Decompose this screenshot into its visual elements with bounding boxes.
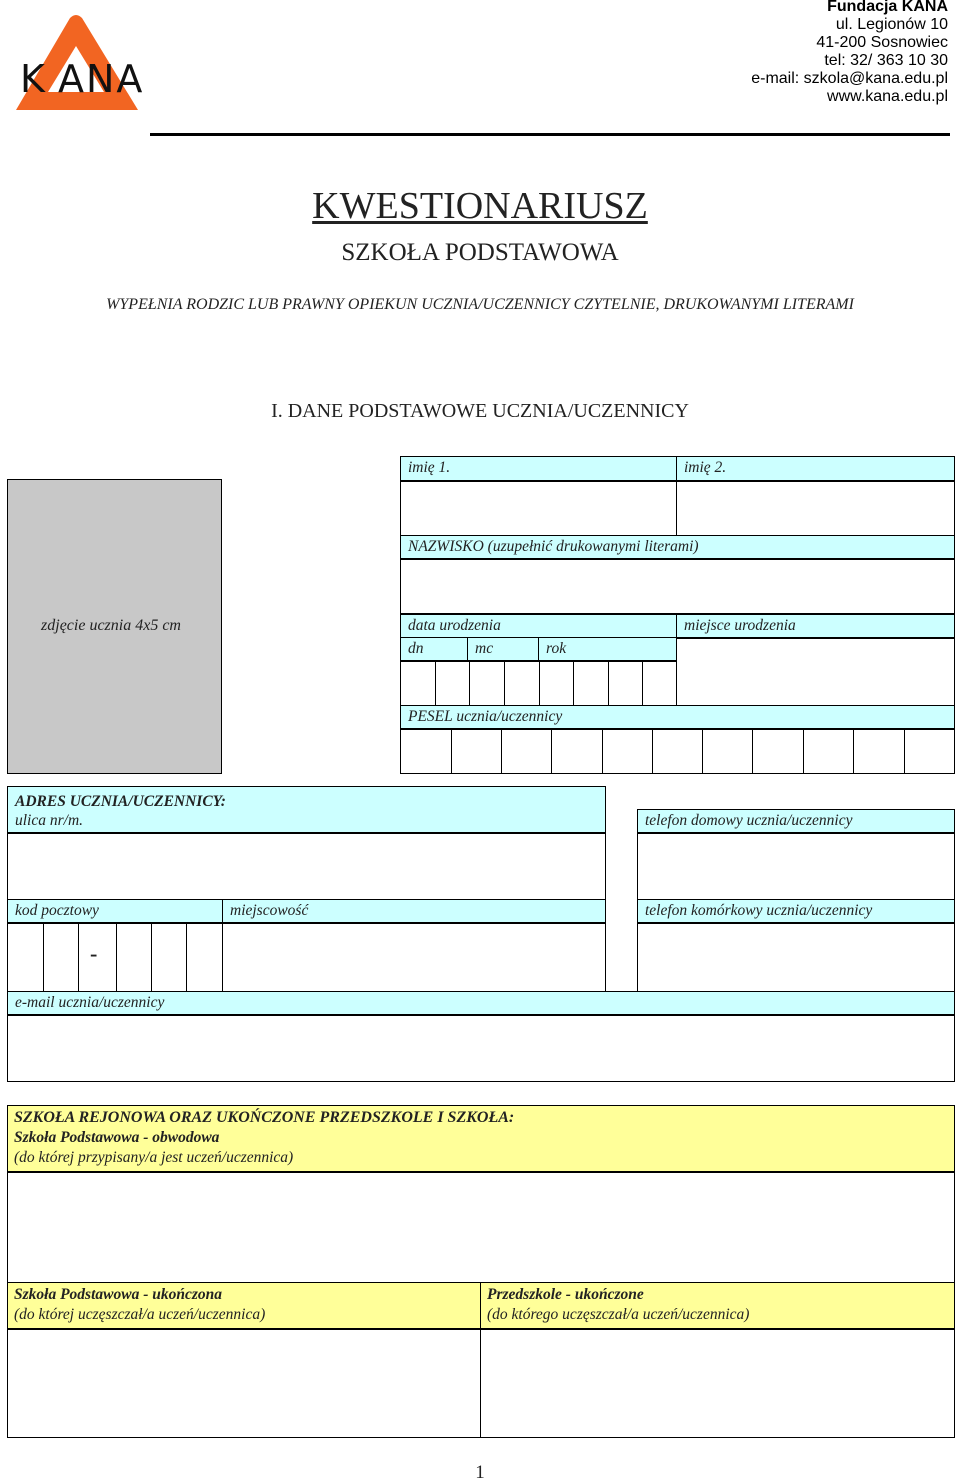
first-name-field[interactable] [400, 480, 677, 536]
email-field[interactable] [7, 1014, 955, 1082]
street-label: ulica nr/m. [15, 812, 84, 829]
digit-divider [608, 661, 609, 705]
svg-text:K: K [20, 57, 46, 101]
section-heading: I. DANE PODSTAWOWE UCZNIA/UCZENNICY [271, 400, 689, 422]
digit-divider [551, 729, 552, 773]
org-street: ul. Legionów 10 [835, 16, 948, 33]
org-www: www.kana.edu.pl [827, 88, 948, 105]
digit-divider [504, 661, 505, 705]
instruction-text: WYPEŁNIA RODZIC LUB PRAWNY OPIEKUN UCZNIA/UCZENNICY CZYTELNIE, DRUKOWANYMI LITERAMI [106, 296, 854, 313]
second-name-label: imię 2. [676, 456, 955, 482]
surname-field[interactable] [400, 558, 955, 614]
digit-divider [116, 923, 117, 991]
preschool-label [480, 1282, 955, 1330]
page-number: 1 [475, 1462, 485, 1483]
postal-code-field[interactable] [7, 922, 223, 992]
surname-label: NAZWISKO (uzupełnić drukowanymi literami) [400, 535, 955, 560]
digit-divider [469, 661, 470, 705]
org-phone: tel: 32/ 363 10 30 [824, 52, 948, 69]
digit-divider [78, 923, 79, 991]
digit-divider [539, 661, 540, 705]
first-name-label: imię 1. [400, 456, 677, 482]
digit-divider [904, 729, 905, 773]
photo-label: zdjęcie ucznia 4x5 cm [41, 617, 181, 634]
district-school-field[interactable] [7, 1171, 955, 1283]
birth-place-field[interactable] [676, 637, 955, 706]
day-label: dn [400, 637, 468, 662]
org-contact [751, 0, 948, 106]
year-label: rok [538, 637, 677, 662]
completed-school-field[interactable] [7, 1328, 481, 1438]
street-field[interactable] [7, 832, 606, 900]
completed-school-note: (do której uczęszczał/a uczeń/uczennica) [14, 1306, 266, 1323]
schools-header: SZKOŁA REJONOWA ORAZ UKOŃCZONE PRZEDSZKOLE I SZKOŁA: [14, 1109, 515, 1126]
postal-code-label: kod pocztowy [7, 899, 223, 924]
logo-graphic [8, 10, 168, 115]
digit-divider [186, 923, 187, 991]
preschool-field[interactable] [480, 1328, 955, 1438]
birth-date-field[interactable] [400, 660, 677, 706]
home-phone-field[interactable] [637, 832, 955, 900]
digit-divider [435, 661, 436, 705]
birth-date-label: data urodzenia [400, 614, 677, 639]
page-subtitle: SZKOŁA PODSTAWOWA [341, 239, 619, 266]
month-label: mc [467, 637, 539, 662]
completed-school-label [7, 1282, 481, 1330]
mobile-phone-label: telefon komórkowy ucznia/uczennicy [637, 899, 955, 924]
address-label [7, 786, 606, 834]
preschool-title: Przedszkole - ukończone [487, 1286, 644, 1303]
pesel-field[interactable] [400, 728, 955, 774]
org-email: e-mail: szkola@kana.edu.pl [751, 70, 948, 87]
digit-divider [652, 729, 653, 773]
address-header: ADRES UCZNIA/UCZENNICY: [15, 793, 226, 810]
district-school-title: Szkoła Podstawowa - obwodowa [14, 1129, 220, 1146]
org-name: Fundacja KANA [827, 0, 948, 15]
digit-divider [151, 923, 152, 991]
completed-school-title: Szkoła Podstawowa - ukończona [14, 1286, 223, 1303]
org-city: 41-200 Sosnowiec [816, 34, 948, 51]
digit-divider [642, 661, 643, 705]
second-name-field[interactable] [676, 480, 955, 536]
district-school-note: (do której przypisany/a jest uczeń/uczennica) [14, 1149, 294, 1166]
birth-place-label: miejsce urodzenia [676, 614, 955, 639]
digit-divider [752, 729, 753, 773]
page-title: KWESTIONARIUSZ [312, 185, 648, 227]
logo [8, 10, 168, 115]
postal-dash: - [90, 941, 98, 966]
svg-text:ANA: ANA [58, 57, 145, 101]
digit-divider [702, 729, 703, 773]
digit-divider [602, 729, 603, 773]
district-school-label [7, 1105, 955, 1173]
city-label: miejscowość [222, 899, 606, 924]
home-phone-label: telefon domowy ucznia/uczennicy [637, 809, 955, 834]
preschool-note: (do którego uczęszczał/a uczeń/uczennica) [487, 1306, 750, 1323]
digit-divider [43, 923, 44, 991]
digit-divider [853, 729, 854, 773]
digit-divider [573, 661, 574, 705]
header-rule [150, 133, 950, 136]
mobile-phone-field[interactable] [637, 922, 955, 992]
email-label: e-mail ucznia/uczennicy [7, 991, 955, 1016]
digit-divider [451, 729, 452, 773]
pesel-label: PESEL ucznia/uczennicy [400, 705, 955, 730]
digit-divider [803, 729, 804, 773]
digit-divider [501, 729, 502, 773]
city-field[interactable] [222, 922, 606, 992]
